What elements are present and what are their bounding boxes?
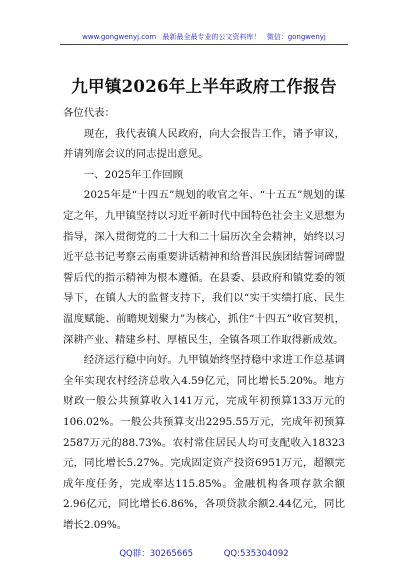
site-url[interactable]: www.gongwenyj.com	[82, 33, 157, 41]
page-header	[0, 32, 408, 42]
economy-paragraph: 经济运行稳中向好。九甲镇始终坚持稳中求进工作总基调全年实现农村经济总收入4.59亿元，同比增长5.20%。地方财政一般公共预算收入141万元，完成年初预算133万元的106.02%。一般公共预算支出2295.55万元，完成年初预算2587万元的88.73%。农村常住居民人均可支配收入18323元，同比增长5.27%。完成固定资产投资6951万元，超额完成年度任务，完成率达115.85%。金融机构各项存款余额2.96亿元，同比增长6.86%，各项贷款余额2.44亿元，同比增长2.09%。	[63, 354, 345, 531]
document-body	[63, 103, 345, 535]
review-paragraph: 2025年是“十四五”规划的收官之年、“十五五”规划的谋定之年，九甲镇坚持以习近平新时代中国特色社会主义思想为指导，深入贯彻党的二十大和二十届历次全会精神，始终以习近平总书记考察云南重要讲话精神和给普洱民族团结誓词碑盟誓后代的指示精神为根本遵循。在县委、县政府和镇党委的领导下，在镇人大的监督支持下，我们以“实干实绩打底、民生温度赋能、前瞻规划聚力”为核心，抓住“十四五”收官契机，深耕产业、精建乡村、厚植民生，全镇各项工作取得新成效。	[63, 189, 345, 346]
qq-contact: QQ:535304092	[223, 549, 289, 559]
intro-paragraph: 现在，我代表镇人民政府，向大会报告工作，请予审议，并请列席会议的同志提出意见。	[63, 127, 345, 161]
wechat-id: 微信：gongwenyj	[266, 33, 326, 41]
salutation: 各位代表：	[63, 107, 115, 119]
site-slogan: 最新最全最专业的公文资料库！	[162, 33, 261, 41]
header-divider	[60, 44, 348, 45]
qq-group: QQ群：30265665	[119, 549, 194, 559]
document-title: 九甲镇2026年上半年政府工作报告	[71, 77, 337, 96]
page-footer	[0, 547, 408, 559]
section-heading: 一、2025年工作回顾	[83, 168, 183, 181]
